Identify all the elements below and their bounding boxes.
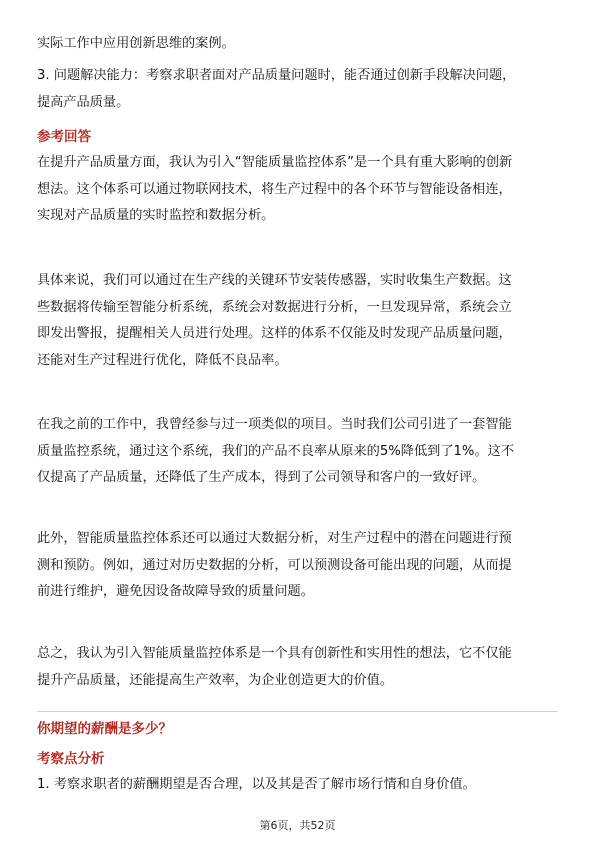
paragraph-2-line: 些数据将传输至智能分析系统，系统会对数据进行分析，一旦发现异常，系统会立 [37, 299, 512, 315]
paragraph-5 [37, 641, 512, 694]
paragraph-2-line: 即发出警报，提醒相关人员进行处理。这样的体系不仅能及时发现产品质量问题， [37, 326, 512, 342]
paragraph-3-line: 在我之前的工作中，我曾经参与过一项类似的项目。当时我们公司引进了一套智能 [37, 417, 512, 432]
point-3 [37, 63, 515, 116]
paragraph-5-line: 总之，我认为引入智能质量监控体系是一个具有创新性和实用性的想法，它不仅能 [37, 646, 512, 661]
analysis-point-1 [37, 772, 476, 799]
section-divider [37, 711, 558, 712]
point-3-line-1: 3. 问题解决能力：考察求职者面对产品质量问题时，能否通过创新手段解决问题， [37, 68, 516, 83]
paragraph-3 [37, 412, 514, 492]
intro-tail-text: 实际工作中应用创新思维的案例。 [37, 36, 235, 51]
paragraph-4-line: 此外，智能质量监控体系还可以通过大数据分析，对生产过程中的潜在问题进行预 [37, 531, 512, 546]
question-heading: 你期望的薪酬是多少？ [37, 721, 172, 737]
paragraph-4 [37, 526, 512, 606]
paragraph-1-line: 在提升产品质量方面，我认为引入“智能质量监控体系”是一个具有重大影响的创新 [37, 155, 513, 170]
intro-tail [37, 31, 235, 58]
paragraph-3-line: 仅提高了产品质量，还降低了生产成本，得到了公司领导和客户的一致好评。 [37, 470, 486, 486]
paragraph-3-line: 质量监控系统，通过这个系统，我们的产品不良率从原来的5%降低到了1%。这不 [37, 443, 515, 459]
reference-answer-heading: 参考回答 [37, 129, 91, 145]
point-3-line-2: 提高产品质量。 [37, 94, 130, 110]
analysis-heading: 考察点分析 [37, 751, 105, 767]
paragraph-4-line: 前进行维护，避免因设备故障导致的质量问题。 [37, 584, 314, 600]
paragraph-5-line: 提升产品质量，还能提高生产效率，为企业创造更大的价值。 [37, 672, 394, 688]
paragraph-1-line: 想法。这个体系可以通过物联网技术，将生产过程中的各个环节与智能设备相连， [37, 181, 512, 197]
paragraph-2-line: 还能对生产过程进行优化，降低不良品率。 [37, 352, 288, 368]
paragraph-2 [37, 268, 512, 374]
paragraph-1 [37, 150, 512, 230]
analysis-point-1-text: 1. 考察求职者的薪酬期望是否合理，以及其是否了解市场行情和自身价值。 [37, 777, 476, 792]
page-number: 第6页，共52页 [259, 819, 336, 832]
paragraph-2-line: 具体来说，我们可以通过在生产线的关键环节安装传感器，实时收集生产数据。这 [37, 273, 512, 288]
paragraph-1-line: 实现对产品质量的实时监控和数据分析。 [37, 208, 275, 224]
paragraph-4-line: 测和预防。例如，通过对历史数据的分析，可以预测设备可能出现的问题，从而提 [37, 557, 512, 573]
